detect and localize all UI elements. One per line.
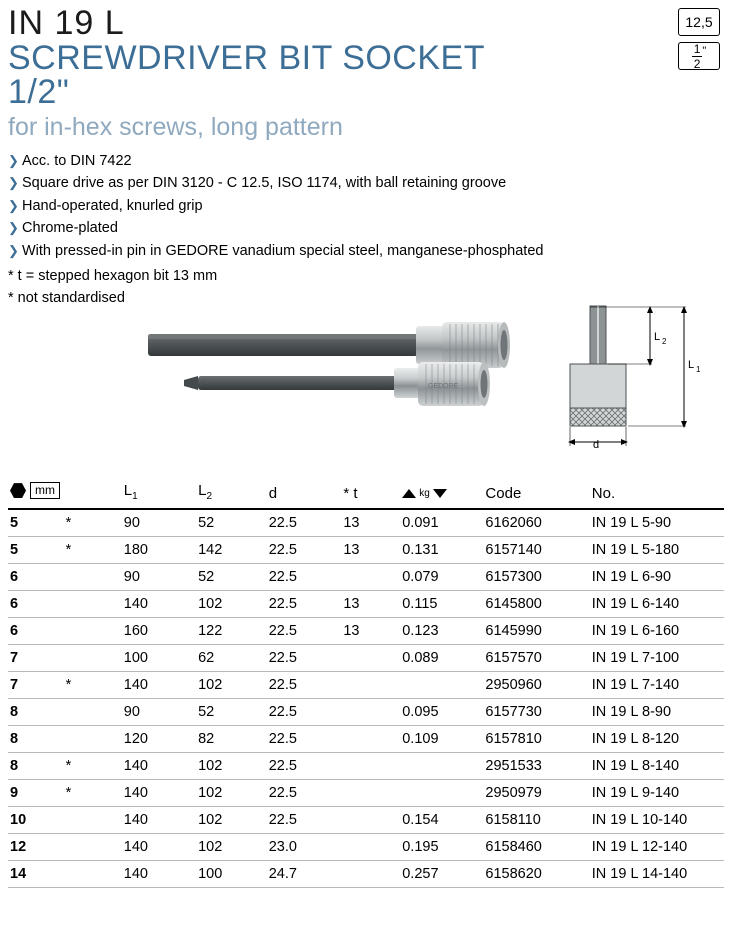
cell-l1: 120 [124,726,198,753]
cell-size: 8 [8,699,66,726]
col-header-star [66,482,124,509]
badge-drive-inch [678,42,720,70]
cell-star [66,618,124,645]
col-header-size [8,482,66,509]
cell-no: IN 19 L 14-140 [592,861,724,888]
col-header-l1-sub: 1 [132,491,138,503]
cell-l2: 52 [198,509,269,537]
cell-t [343,780,402,807]
cell-code: 6158620 [485,861,591,888]
cell-l1: 90 [124,509,198,537]
col-header-t: * t [343,485,358,503]
cell-l1: 90 [124,699,198,726]
cell-size: 10 [8,807,66,834]
chevron-right-icon: ❯ [8,197,19,213]
table-header-row [8,482,724,509]
cell-no: IN 19 L 7-140 [592,672,724,699]
cell-code: 6157810 [485,726,591,753]
cell-no: IN 19 L 8-90 [592,699,724,726]
cell-no: IN 19 L 5-180 [592,537,724,564]
cell-l2: 62 [198,645,269,672]
drive-badges [678,8,722,76]
tool-short [184,362,490,406]
cell-code: 6157570 [485,645,591,672]
cell-code: 6157140 [485,537,591,564]
cell-l2: 102 [198,834,269,861]
cell-l1: 160 [124,618,198,645]
cell-size: 6 [8,564,66,591]
table-header [8,482,724,509]
cell-l2: 102 [198,672,269,699]
cell-size: 7 [8,672,66,699]
cell-l1: 90 [124,564,198,591]
cell-code: 2951533 [485,753,591,780]
col-header-no: No. [591,485,616,503]
cell-no: IN 19 L 8-120 [592,726,724,753]
cell-weight: 0.091 [402,509,485,537]
cell-weight: 0.257 [402,861,485,888]
chevron-right-icon: ❯ [8,153,19,169]
cell-l1: 140 [124,672,198,699]
svg-text:2: 2 [662,336,667,346]
cell-weight: 0.079 [402,564,485,591]
list-item [8,217,724,239]
feature-text: Square drive as per DIN 3120 - C 12.5, ISO 1174, with ball retaining groove [22,175,507,192]
feature-text: With pressed-in pin in GEDORE vanadium special steel, manganese-phosphated [22,242,544,259]
cell-star [66,861,124,888]
svg-text:L: L [654,330,661,343]
cell-d: 22.5 [269,645,344,672]
cell-star [66,834,124,861]
svg-text:1: 1 [696,364,701,374]
table-row [8,699,724,726]
cell-l2: 100 [198,861,269,888]
chevron-right-icon: ❯ [8,175,19,191]
cell-d: 22.5 [269,537,344,564]
cell-d: 22.5 [269,726,344,753]
cell-l2: 102 [198,753,269,780]
title-subtitle: for in-hex screws, long pattern [8,113,343,142]
cell-code: 6157730 [485,699,591,726]
col-header-code: Code [485,485,522,503]
cell-star [66,564,124,591]
table-row [8,537,724,564]
weight-right-icon [433,489,447,498]
cell-weight: 0.154 [402,807,485,834]
cell-l1: 140 [124,807,198,834]
cell-star: * [66,509,124,537]
cell-t [343,807,402,834]
cell-no: IN 19 L 6-160 [592,618,724,645]
cell-l2: 122 [198,618,269,645]
cell-no: IN 19 L 6-140 [592,591,724,618]
table-row [8,564,724,591]
table-body [8,509,724,888]
badge-drive-mm-label: 12,5 [685,14,713,30]
table-row [8,645,724,672]
cell-star [66,645,124,672]
cell-code: 6162060 [485,509,591,537]
chevron-right-icon: ❯ [8,242,19,258]
cell-no: IN 19 L 12-140 [592,834,724,861]
cell-size: 8 [8,726,66,753]
title-size: 1/2" [8,73,70,112]
table-row [8,509,724,537]
product-imagery [8,316,724,476]
badge-inch-mark: " [702,45,707,57]
badge-fraction-denominator: 2 [693,56,701,71]
cell-size: 14 [8,861,66,888]
list-item [8,172,724,194]
cell-l2: 142 [198,537,269,564]
cell-t [343,834,402,861]
technical-drawing [534,296,714,476]
cell-size: 6 [8,591,66,618]
badge-drive-mm [678,8,720,36]
footnote-text: * not standardised [8,290,125,307]
cell-d: 22.5 [269,807,344,834]
cell-t: 13 [343,537,402,564]
table-row [8,726,724,753]
product-photo [128,316,548,466]
cell-l1: 140 [124,753,198,780]
cell-t [343,861,402,888]
cell-t: 13 [343,509,402,537]
cell-no: IN 19 L 6-90 [592,564,724,591]
table-row [8,618,724,645]
feature-text: Chrome-plated [22,220,118,237]
cell-weight [402,672,485,699]
cell-l2: 52 [198,699,269,726]
cell-t [343,699,402,726]
title-product: SCREWDRIVER BIT SOCKET [8,38,485,77]
cell-size: 8 [8,753,66,780]
cell-t [343,645,402,672]
col-header-weight-label: kg [419,488,430,500]
col-header-size-label: mm [30,482,60,500]
cell-size: 7 [8,645,66,672]
table-row [8,807,724,834]
chevron-right-icon: ❯ [8,220,19,236]
table-row [8,780,724,807]
feature-list [8,150,724,262]
cell-code: 6158460 [485,834,591,861]
col-header-l1-label: L [123,482,133,500]
cell-d: 22.5 [269,753,344,780]
cell-weight: 0.089 [402,645,485,672]
cell-star [66,807,124,834]
list-item [8,195,724,217]
cell-size: 6 [8,618,66,645]
cell-size: 12 [8,834,66,861]
specification-table [8,482,724,888]
cell-l2: 102 [198,807,269,834]
cell-weight: 0.109 [402,726,485,753]
cell-l1: 140 [124,780,198,807]
cell-l1: 180 [124,537,198,564]
cell-weight: 0.123 [402,618,485,645]
weight-left-icon [402,489,416,498]
cell-code: 6158110 [485,807,591,834]
cell-code: 6145800 [485,591,591,618]
cell-weight: 0.131 [402,537,485,564]
cell-code: 2950979 [485,780,591,807]
cell-d: 22.5 [269,509,344,537]
footnote-text: * t = stepped hexagon bit 13 mm [8,268,218,285]
hexagon-icon [10,483,26,498]
cell-t [343,753,402,780]
cell-star: * [66,537,124,564]
cell-d: 22.5 [269,618,344,645]
svg-text:d: d [593,438,600,451]
page-title [8,0,724,142]
svg-text:GEDORE: GEDORE [428,382,459,390]
cell-t [343,672,402,699]
col-header-d: d [268,485,278,503]
cell-weight [402,753,485,780]
cell-weight: 0.115 [402,591,485,618]
cell-d: 24.7 [269,861,344,888]
cell-t [343,564,402,591]
col-header-l1 [124,482,198,509]
cell-star [66,591,124,618]
col-header-weight [402,482,485,509]
tool-long [148,322,510,368]
cell-d: 22.5 [269,564,344,591]
cell-l1: 100 [124,645,198,672]
cell-code: 6145990 [485,618,591,645]
cell-size: 9 [8,780,66,807]
svg-text:L: L [688,358,695,371]
cell-d: 22.5 [269,780,344,807]
col-header-l2 [198,482,269,509]
cell-size: 5 [8,537,66,564]
cell-l2: 52 [198,564,269,591]
title-model: IN 19 L [8,4,125,42]
list-item [8,150,724,172]
cell-no: IN 19 L 7-100 [592,645,724,672]
cell-no: IN 19 L 5-90 [592,509,724,537]
cell-t: 13 [343,591,402,618]
table-row [8,591,724,618]
cell-star: * [66,753,124,780]
cell-no: IN 19 L 8-140 [592,753,724,780]
cell-star: * [66,672,124,699]
cell-star [66,699,124,726]
cell-size: 5 [8,509,66,537]
table-row [8,672,724,699]
cell-l2: 102 [198,780,269,807]
cell-weight: 0.195 [402,834,485,861]
cell-l1: 140 [124,591,198,618]
cell-d: 23.0 [269,834,344,861]
cell-l1: 140 [124,861,198,888]
cell-code: 6157300 [485,564,591,591]
table-row [8,861,724,888]
col-header-l2-label: L [198,482,207,500]
table-row [8,834,724,861]
cell-l2: 82 [198,726,269,753]
cell-no: IN 19 L 10-140 [592,807,724,834]
cell-d: 22.5 [269,699,344,726]
cell-d: 22.5 [269,591,344,618]
cell-d: 22.5 [269,672,344,699]
cell-t [343,726,402,753]
cell-t: 13 [343,618,402,645]
feature-text: Hand-operated, knurled grip [22,197,203,214]
feature-text: Acc. to DIN 7422 [22,153,132,170]
list-item [8,240,724,262]
cell-star [66,726,124,753]
cell-weight: 0.095 [402,699,485,726]
cell-weight [402,780,485,807]
badge-fraction-numerator: 1 [693,41,701,56]
badge-drive-inch-fraction [692,43,703,70]
cell-l2: 102 [198,591,269,618]
cell-l1: 140 [124,834,198,861]
cell-code: 2950960 [485,672,591,699]
cell-no: IN 19 L 9-140 [592,780,724,807]
table-row [8,753,724,780]
col-header-l2-sub: 2 [206,491,212,503]
cell-star: * [66,780,124,807]
